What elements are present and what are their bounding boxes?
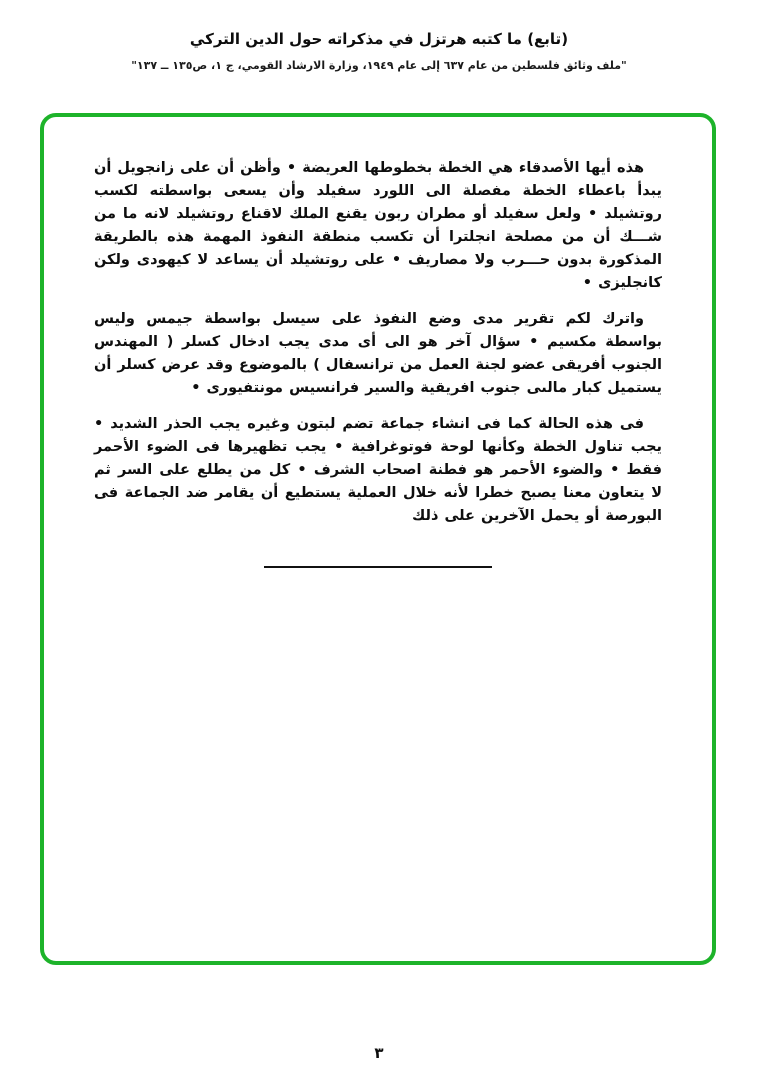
content-border-box [40, 113, 716, 965]
page-title: (تابع) ما كتبه هرتزل في مذكراته حول الدين التركي [189, 30, 569, 48]
paragraph: هذه أيها الأصدقاء هي الخطة بخطوطها العريضة • وأظن أن على زانجويل أن يبدأ باعطاء الخطة مفصلة الى اللورد سفيلد وأن يسعى بواسطته لكسب روتشيلد • ولعل سفيلد أو مطران ربون يقنع الملك لاقناع روتشيلد لانه ما من شـــك أن من مصلحة انجلترا أن تكسب منطقة النفوذ المهمة هذه بالطريقة المذكورة بدون حـــرب ولا مصاريف • على روتشيلد أن يساعد لا كيهودى ولكن كانجليزى • [94, 160, 662, 291]
source-citation-line: "ملف وثائق فلسطين من عام ٦٣٧ إلى عام ١٩٤٩، وزارة الارشاد القومي، ج ١، ص١٣٥ ــ ١٣٧" [131, 59, 627, 72]
section-divider [264, 566, 492, 568]
page-header [0, 0, 758, 72]
paragraph: فى هذه الحالة كما فى انشاء جماعة تضم لبتون وغيره يجب الحذر الشديد • يجب تناول الخطة وكأنها لوحة فوتوغرافية • يجب تظهيرها فى الضوء الأحمر فقط • والضوء الأحمر هو فطنة اصحاب الشرف • كل من يطلع على السر ثم لا يتعاون معنا يصبح خطرا لأنه خلال العملية يستطيع أن يقامر ضد الجماعة فى البورصة أو يحمل الآخرين على ذلك [94, 416, 662, 524]
body-text [44, 117, 712, 568]
page-number: ٣ [374, 1044, 384, 1062]
paragraph: واترك لكم تقرير مدى وضع النفوذ على سيسل بواسطة جيمس وليس بواسطة مكسيم • سؤال آخر هو الى أى مدى يجب ادخال كسلر ( المهندس الجنوب أفريقى عضو لجنة العمل من ترانسفال ) بالموضوع وقد عرض كسلر أن يستميل كبار مالىى جنوب افريقية والسير فرانسيس مونتفيورى • [94, 311, 662, 396]
